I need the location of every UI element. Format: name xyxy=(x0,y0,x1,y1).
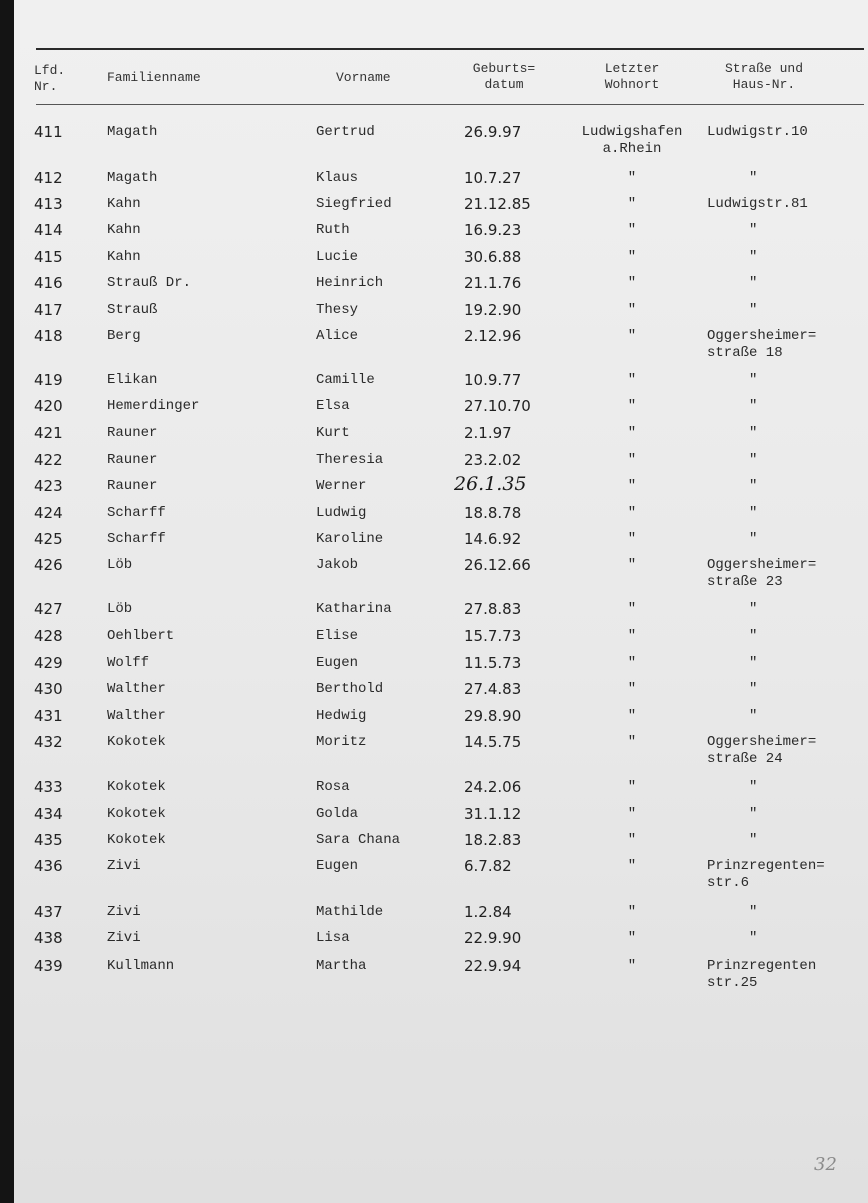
row-strasse: Prinzregenten= xyxy=(707,858,825,874)
row-number: 421 xyxy=(34,424,63,442)
row-strasse: " xyxy=(749,249,758,265)
row-vorname: Elise xyxy=(316,628,359,644)
row-strasse: " xyxy=(749,904,758,920)
row-vorname: Thesy xyxy=(316,302,359,318)
row-wohnort: " xyxy=(627,505,637,521)
row-number: 418 xyxy=(34,327,63,345)
row-number: 416 xyxy=(34,274,63,292)
row-wohnort: " xyxy=(627,249,637,265)
scan-edge xyxy=(0,0,14,1203)
row-wohnort: " xyxy=(627,779,637,795)
row-wohnort: " xyxy=(627,806,637,822)
row-familienname: Kahn xyxy=(107,196,141,212)
row-wohnort: " xyxy=(627,601,637,617)
row-datum: 2.1.97 xyxy=(464,424,512,442)
row-familienname: Rauner xyxy=(107,452,158,468)
row-strasse: " xyxy=(749,505,758,521)
row-number: 433 xyxy=(34,778,63,796)
row-familienname: Oehlbert xyxy=(107,628,175,644)
row-strasse: straße 18 xyxy=(707,345,783,361)
row-strasse: straße 23 xyxy=(707,574,783,590)
row-familienname: Magath xyxy=(107,124,158,140)
row-strasse: " xyxy=(749,478,758,494)
row-wohnort: " xyxy=(627,372,637,388)
row-datum: 29.8.90 xyxy=(464,707,522,725)
row-vorname: Katharina xyxy=(316,601,392,617)
row-familienname: Löb xyxy=(107,601,133,617)
row-number: 423 xyxy=(34,477,63,495)
row-vorname: Jakob xyxy=(316,557,359,573)
row-strasse: str.25 xyxy=(707,975,758,991)
row-vorname: Ruth xyxy=(316,222,350,238)
row-datum: 1.2.84 xyxy=(464,903,512,921)
row-number: 434 xyxy=(34,805,63,823)
row-familienname: Wolff xyxy=(107,655,150,671)
row-strasse: " xyxy=(749,170,758,186)
row-wohnort: Ludwigshafen xyxy=(581,124,683,140)
row-wohnort: " xyxy=(627,531,637,547)
row-number: 439 xyxy=(34,957,63,975)
row-vorname: Alice xyxy=(316,328,359,344)
row-datum: 27.4.83 xyxy=(464,680,522,698)
row-vorname: Moritz xyxy=(316,734,367,750)
row-familienname: Kokotek xyxy=(107,832,166,848)
row-strasse: " xyxy=(749,655,758,671)
row-familienname: Kokotek xyxy=(107,779,166,795)
row-familienname: Kullmann xyxy=(107,958,175,974)
row-wohnort: " xyxy=(627,425,637,441)
row-datum: 14.5.75 xyxy=(464,733,522,751)
row-datum: 11.5.73 xyxy=(464,654,522,672)
row-familienname: Kahn xyxy=(107,249,141,265)
row-number: 414 xyxy=(34,221,63,239)
row-strasse: " xyxy=(749,681,758,697)
header-vorname: Vorname xyxy=(336,70,391,85)
row-number: 438 xyxy=(34,929,63,947)
row-datum: 31.1.12 xyxy=(464,805,522,823)
row-familienname: Löb xyxy=(107,557,133,573)
row-vorname: Eugen xyxy=(316,655,359,671)
row-wohnort: " xyxy=(627,681,637,697)
row-number: 422 xyxy=(34,451,63,469)
row-number: 427 xyxy=(34,600,63,618)
row-vorname: Gertrud xyxy=(316,124,375,140)
row-vorname: Eugen xyxy=(316,858,359,874)
row-datum: 19.2.90 xyxy=(464,301,522,319)
row-wohnort: " xyxy=(627,196,637,212)
row-strasse: " xyxy=(749,628,758,644)
row-familienname: Berg xyxy=(107,328,141,344)
row-number: 430 xyxy=(34,680,63,698)
row-strasse: " xyxy=(749,275,758,291)
row-strasse: " xyxy=(749,806,758,822)
row-datum-handwritten: 26.1.35 xyxy=(454,473,527,495)
row-familienname: Strauß xyxy=(107,302,158,318)
row-datum: 24.2.06 xyxy=(464,778,522,796)
row-datum: 18.2.83 xyxy=(464,831,522,849)
row-wohnort: " xyxy=(627,628,637,644)
row-vorname: Rosa xyxy=(316,779,350,795)
header-familienname: Familienname xyxy=(107,70,201,85)
row-vorname: Karoline xyxy=(316,531,384,547)
row-familienname: Walther xyxy=(107,708,166,724)
row-familienname: Scharff xyxy=(107,505,166,521)
row-wohnort: " xyxy=(627,958,637,974)
row-strasse: " xyxy=(749,222,758,238)
row-wohnort: " xyxy=(627,734,637,750)
row-datum: 22.9.94 xyxy=(464,957,522,975)
row-datum: 26.12.66 xyxy=(464,556,531,574)
row-number: 411 xyxy=(34,123,63,141)
row-wohnort: " xyxy=(627,222,637,238)
row-strasse: " xyxy=(749,601,758,617)
row-strasse: str.6 xyxy=(707,875,750,891)
row-wohnort: " xyxy=(627,478,637,494)
row-datum: 6.7.82 xyxy=(464,857,512,875)
row-strasse: " xyxy=(749,779,758,795)
row-wohnort: " xyxy=(627,328,637,344)
row-familienname: Kahn xyxy=(107,222,141,238)
row-datum: 18.8.78 xyxy=(464,504,522,522)
row-wohnort: " xyxy=(627,398,637,414)
header-rule xyxy=(36,104,864,105)
row-number: 429 xyxy=(34,654,63,672)
row-vorname: Klaus xyxy=(316,170,359,186)
row-number: 428 xyxy=(34,627,63,645)
row-vorname: Lucie xyxy=(316,249,359,265)
row-datum: 30.6.88 xyxy=(464,248,522,266)
row-familienname: Rauner xyxy=(107,478,158,494)
row-strasse: Oggersheimer= xyxy=(707,734,817,750)
header-geburtsdatum: Geburts= datum xyxy=(472,61,536,92)
row-wohnort: " xyxy=(627,930,637,946)
document-page xyxy=(14,0,868,1203)
row-familienname: Kokotek xyxy=(107,734,166,750)
row-vorname: Heinrich xyxy=(316,275,384,291)
row-familienname: Zivi xyxy=(107,858,141,874)
row-wohnort: " xyxy=(627,452,637,468)
row-familienname: Strauß Dr. xyxy=(107,275,192,291)
row-wohnort: " xyxy=(627,832,637,848)
row-strasse: " xyxy=(749,452,758,468)
row-number: 437 xyxy=(34,903,63,921)
row-datum: 21.12.85 xyxy=(464,195,531,213)
row-familienname: Zivi xyxy=(107,904,141,920)
row-vorname: Werner xyxy=(316,478,367,494)
row-familienname: Magath xyxy=(107,170,158,186)
row-vorname: Camille xyxy=(316,372,375,388)
row-strasse: " xyxy=(749,425,758,441)
row-datum: 14.6.92 xyxy=(464,530,522,548)
row-vorname: Elsa xyxy=(316,398,350,414)
row-vorname: Ludwig xyxy=(316,505,367,521)
header-strasse: Straße und Haus-Nr. xyxy=(724,61,803,92)
row-wohnort: " xyxy=(627,858,637,874)
row-vorname: Hedwig xyxy=(316,708,367,724)
row-strasse: Ludwigstr.81 xyxy=(707,196,808,212)
row-datum: 27.8.83 xyxy=(464,600,522,618)
header-wohnort: Letzter Wohnort xyxy=(604,61,660,92)
row-number: 412 xyxy=(34,169,63,187)
row-number: 419 xyxy=(34,371,63,389)
row-strasse: straße 24 xyxy=(707,751,783,767)
row-wohnort: a.Rhein xyxy=(602,141,662,157)
row-strasse: Oggersheimer= xyxy=(707,328,817,344)
row-number: 415 xyxy=(34,248,63,266)
row-datum: 23.2.02 xyxy=(464,451,522,469)
row-strasse: Ludwigstr.10 xyxy=(707,124,808,140)
row-strasse: Prinzregenten xyxy=(707,958,817,974)
row-vorname: Berthold xyxy=(316,681,384,697)
row-strasse: " xyxy=(749,930,758,946)
row-familienname: Kokotek xyxy=(107,806,166,822)
row-vorname: Sara Chana xyxy=(316,832,401,848)
row-datum: 15.7.73 xyxy=(464,627,522,645)
row-number: 420 xyxy=(34,397,63,415)
row-number: 431 xyxy=(34,707,63,725)
row-number: 432 xyxy=(34,733,63,751)
row-vorname: Theresia xyxy=(316,452,384,468)
row-datum: 2.12.96 xyxy=(464,327,522,345)
row-strasse: " xyxy=(749,531,758,547)
top-rule xyxy=(36,48,864,50)
row-number: 436 xyxy=(34,857,63,875)
row-number: 417 xyxy=(34,301,63,319)
row-strasse: " xyxy=(749,398,758,414)
row-datum: 22.9.90 xyxy=(464,929,522,947)
row-number: 413 xyxy=(34,195,63,213)
row-vorname: Lisa xyxy=(316,930,350,946)
row-strasse: " xyxy=(749,708,758,724)
row-datum: 10.9.77 xyxy=(464,371,522,389)
row-vorname: Martha xyxy=(316,958,367,974)
row-wohnort: " xyxy=(627,557,637,573)
header-lfd-nr: Lfd. Nr. xyxy=(34,63,66,94)
row-vorname: Golda xyxy=(316,806,359,822)
row-wohnort: " xyxy=(627,655,637,671)
row-familienname: Walther xyxy=(107,681,166,697)
row-vorname: Kurt xyxy=(316,425,350,441)
row-datum: 21.1.76 xyxy=(464,274,522,292)
row-strasse: " xyxy=(749,372,758,388)
row-number: 426 xyxy=(34,556,63,574)
row-number: 424 xyxy=(34,504,63,522)
row-familienname: Hemerdinger xyxy=(107,398,200,414)
row-wohnort: " xyxy=(627,170,637,186)
row-number: 425 xyxy=(34,530,63,548)
row-number: 435 xyxy=(34,831,63,849)
row-wohnort: " xyxy=(627,302,637,318)
page-number: 32 xyxy=(814,1154,837,1175)
row-vorname: Siegfried xyxy=(316,196,392,212)
row-datum: 10.7.27 xyxy=(464,169,522,187)
row-strasse: " xyxy=(749,302,758,318)
row-datum: 26.9.97 xyxy=(464,123,522,141)
row-datum: 27.10.70 xyxy=(464,397,531,415)
row-datum: 16.9.23 xyxy=(464,221,522,239)
row-familienname: Rauner xyxy=(107,425,158,441)
row-wohnort: " xyxy=(627,708,637,724)
row-wohnort: " xyxy=(627,275,637,291)
row-vorname: Mathilde xyxy=(316,904,384,920)
row-strasse: Oggersheimer= xyxy=(707,557,817,573)
row-familienname: Scharff xyxy=(107,531,166,547)
row-familienname: Elikan xyxy=(107,372,158,388)
row-wohnort: " xyxy=(627,904,637,920)
row-strasse: " xyxy=(749,832,758,848)
row-familienname: Zivi xyxy=(107,930,141,946)
